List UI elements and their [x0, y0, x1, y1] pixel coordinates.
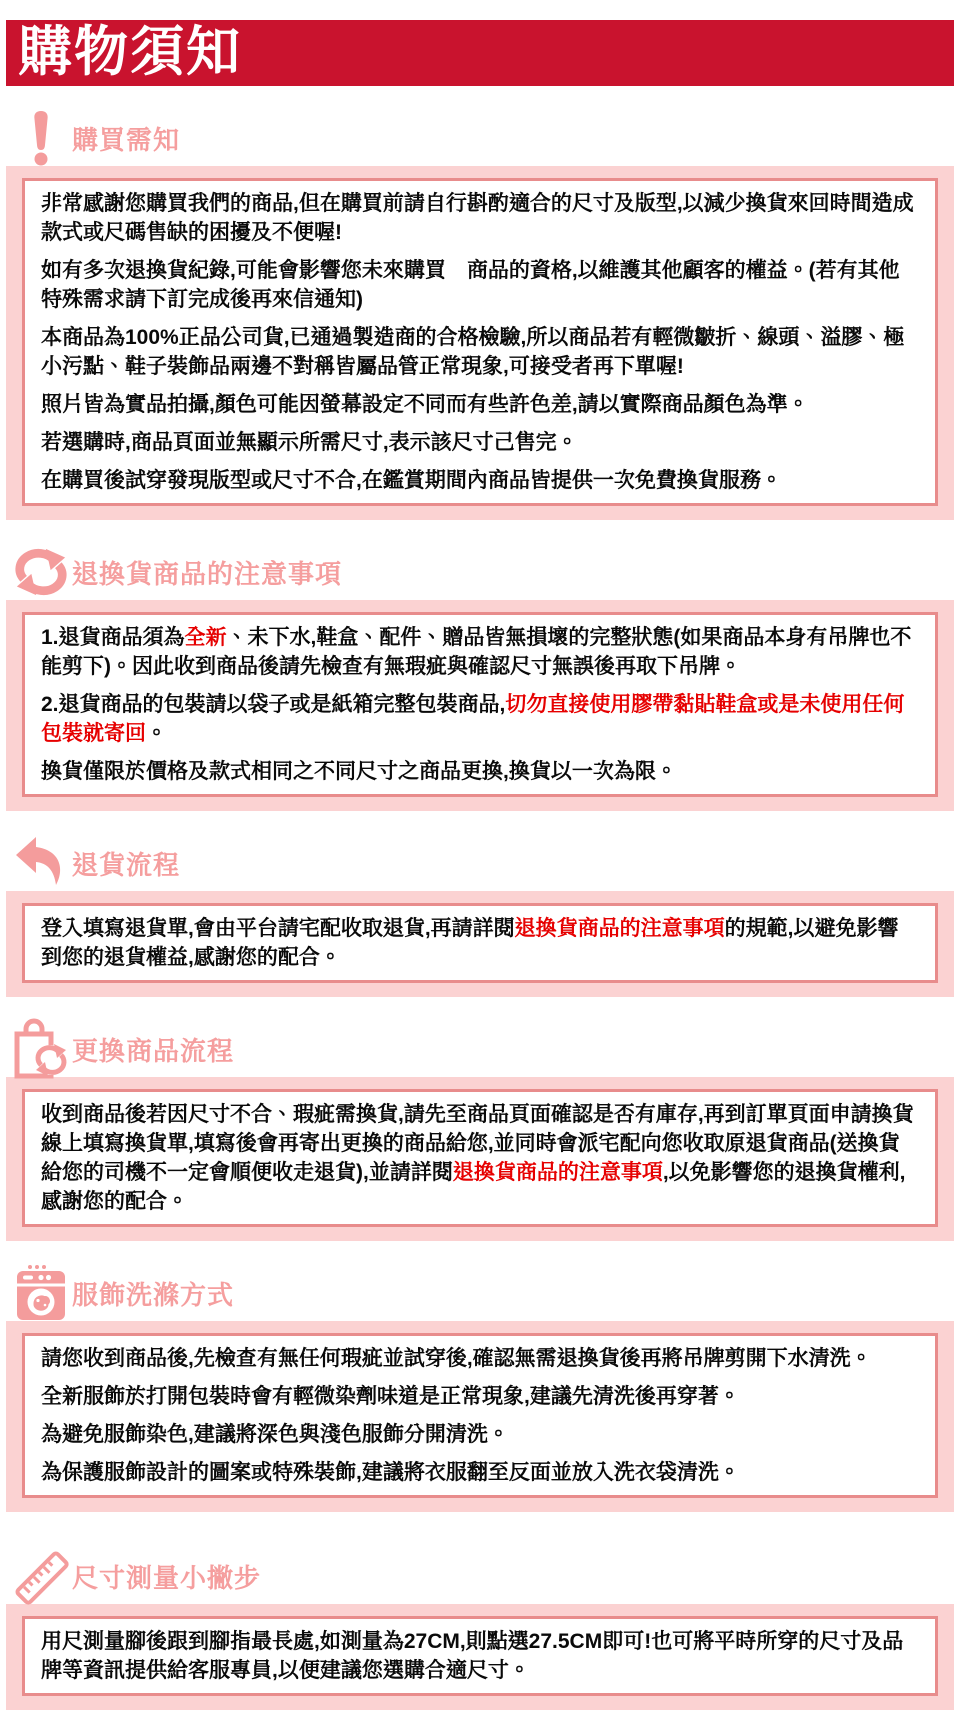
notice-text: 登入填寫退貨單,會由平台請宅配收取退貨,再請詳閱 — [41, 917, 515, 940]
notice-paragraph — [41, 1627, 919, 1685]
panel-washing-method — [6, 1321, 954, 1512]
notice-paragraph — [41, 323, 919, 381]
washing-machine-icon — [10, 1264, 72, 1322]
notice-text: 換貨僅限於價格及款式相同之不同尺寸之商品更換,換貨以一次為限。 — [41, 760, 677, 783]
ruler-icon — [10, 1547, 72, 1605]
panel-return-process — [6, 891, 954, 997]
notice-paragraph — [41, 757, 919, 786]
notice-box — [22, 178, 938, 506]
section-head-purchase-notice — [6, 110, 954, 166]
section-head-exchange-process — [6, 1021, 954, 1077]
notice-text: 為避免服飾染色,建議將深色與淺色服飾分開清洗。 — [41, 1423, 509, 1446]
return-arrow-icon — [10, 835, 72, 891]
notice-text: 在購買後試穿發現版型或尺寸不合,在鑑賞期間內商品皆提供一次免費換貨服務。 — [41, 469, 782, 492]
notice-text: 本商品為100%正品公司貨,已通過製造商的合格檢驗,所以商品若有輕微皺折、線頭、溢膠、極小污點、鞋子裝飾品兩邊不對稱皆屬品管正常現象,可接受者再下單喔! — [41, 326, 905, 378]
notice-text: 用尺測量腳後跟到腳指最長處,如測量為27CM,則點選27.5CM即可!也可將平時所穿的尺寸及品牌等資訊提供給客服專員,以便建議您選購合適尺寸。 — [41, 1630, 904, 1682]
page-title: 購物須知 — [18, 22, 242, 82]
notice-text: 非常感謝您購買我們的商品,但在購買前請自行斟酌適合的尺寸及版型,以減少換貨來回時間造成款式或尺碼售缺的困擾及不便喔! — [41, 192, 914, 244]
emphasized-text: 退換貨商品的注意事項 — [514, 917, 725, 940]
notice-paragraph — [41, 914, 919, 972]
notice-paragraph — [41, 1382, 919, 1411]
page-title-bar — [6, 20, 954, 86]
notice-text: 、未下水,鞋盒、配件、贈品皆無損壞的完整狀態(如果商品本身有吊牌也不能剪下)。因此收到商品後請先檢查有無瑕疵與確認尺寸無誤後再取下吊牌。 — [41, 626, 912, 678]
panel-exchange-process — [6, 1077, 954, 1241]
section-title: 退換貨商品的注意事項 — [72, 558, 343, 589]
notice-box — [22, 903, 938, 983]
notice-box — [22, 1333, 938, 1498]
notice-text: 全新服飾於打開包裝時會有輕微染劑味道是正常現象,建議先清洗後再穿著。 — [41, 1385, 740, 1408]
notice-paragraph — [41, 390, 919, 419]
notice-text: 請您收到商品後,先檢查有無任何瑕疵並試穿後,確認無需退換貨後再將吊牌剪開下水清洗。 — [41, 1347, 872, 1370]
notice-paragraph — [41, 1344, 919, 1373]
bag-exchange-icon — [10, 1018, 72, 1080]
notice-paragraph — [41, 256, 919, 314]
section-head-return-process — [6, 835, 954, 891]
notice-box — [22, 612, 938, 797]
section-title: 尺寸測量小撇步 — [72, 1562, 262, 1593]
notice-text: 2.退貨商品的包裝請以袋子或是紙箱完整包裝商品, — [41, 693, 506, 716]
notice-text: 若選購時,商品頁面並無顯示所需尺寸,表示該尺寸己售完。 — [41, 431, 578, 454]
notice-paragraph — [41, 1458, 919, 1487]
notice-text: 如有多次退換貨紀錄,可能會影響您未來購買 商品的資格,以維護其他顧客的權益。(若有其他特殊需求請下訂完成後再來信通知) — [41, 259, 900, 311]
section-title: 退貨流程 — [72, 849, 181, 880]
notice-box — [22, 1616, 938, 1696]
notice-paragraph — [41, 466, 919, 495]
notice-text: 收到商品後若因尺寸不合、瑕疵需換貨,請先至商品頁面確認是否有庫存,再到訂單頁面申請換貨線上填寫換貨單,填寫後會再寄出更換的商品給您,並同時會派宅配向您收取原退貨商品(送換貨給您的司機不一定會順便收走退貨),並請詳閱 — [41, 1103, 914, 1184]
notice-paragraph — [41, 623, 919, 681]
section-title: 服飾洗滌方式 — [72, 1279, 235, 1310]
notice-text: ,以免影響您的退換貨權利,感謝您的配合。 — [41, 1161, 906, 1213]
notice-paragraph — [41, 1100, 919, 1216]
section-title: 購買需知 — [72, 124, 181, 155]
notice-box — [22, 1089, 938, 1227]
emphasized-text: 切勿直接使用膠帶黏貼鞋盒或是未使用任何包裝就寄回 — [41, 693, 905, 745]
panel-purchase-notice — [6, 166, 954, 520]
notice-text: 照片皆為實品拍攝,顏色可能因螢幕設定不同而有些許色差,請以實際商品顏色為準。 — [41, 393, 809, 416]
notice-paragraph — [41, 690, 919, 748]
notice-paragraph — [41, 1420, 919, 1449]
section-head-washing-method — [6, 1265, 954, 1321]
notice-text: 的規範,以避免影響到您的退貨權益,感謝您的配合。 — [41, 917, 899, 969]
notice-text: 1.退貨商品須為 — [41, 626, 185, 649]
notice-text: 為保護服飾設計的圖案或特殊裝飾,建議將衣服翻至反面並放入洗衣袋清洗。 — [41, 1461, 740, 1484]
refresh-icon — [10, 546, 72, 598]
notice-text: 。 — [146, 722, 167, 745]
panel-size-measuring-tips — [6, 1604, 954, 1710]
notice-paragraph — [41, 189, 919, 247]
emphasized-text: 退換貨商品的注意事項 — [452, 1161, 663, 1184]
notice-paragraph — [41, 428, 919, 457]
emphasized-text: 全新 — [184, 626, 227, 649]
exclamation-icon — [10, 110, 72, 166]
section-head-return-exchange-notes — [6, 544, 954, 600]
section-head-size-measuring-tips — [6, 1548, 954, 1604]
panel-return-exchange-notes — [6, 600, 954, 811]
section-title: 更換商品流程 — [72, 1035, 235, 1066]
